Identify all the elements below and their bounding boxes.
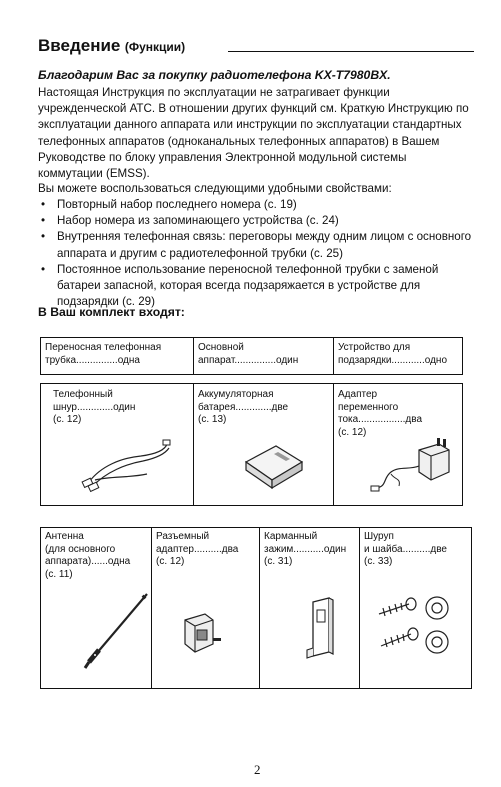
- feature-item: • Повторный набор последнего номера (с. 19): [38, 197, 478, 213]
- feature-item: • Внутренняя телефонная связь: переговоры между одним лицом с основного аппарата и другим с радиотелефонной трубки (с. 25): [38, 229, 478, 261]
- belt-clip-icon: [303, 596, 343, 660]
- subtitle: Благодарим Вас за покупку радиотелефона KX-T7980BX.: [38, 68, 391, 82]
- kit-item-battery: Аккумуляторная батарея.............две (с. 13): [198, 389, 289, 425]
- page-number: 2: [254, 762, 261, 777]
- kit-item-antenna: Антенна (для основного аппарата)......одна (с. 11): [45, 531, 131, 580]
- page-title: [38, 36, 474, 56]
- kit-item-base-unit: Основной аппарат...............один: [198, 342, 299, 366]
- phone-cord-icon: [81, 436, 171, 491]
- feature-item: • Постоянное использование переносной телефонной трубки с заменой батареи запасной, которая всегда подзаряжается в устройстве для подзарядки (с. 29): [38, 262, 478, 311]
- kit-item-belt-clip: Карманный зажим...........один (с. 31): [264, 531, 347, 567]
- ac-adaptor-icon: [369, 436, 455, 496]
- kit-item-charger: Устройство для подзарядки............одно: [338, 342, 447, 366]
- antenna-icon: [81, 592, 151, 672]
- plug-adaptor-icon: [177, 608, 227, 658]
- kit-item-ac-adaptor: Адаптер переменного тока.................два (с. 12): [338, 389, 423, 438]
- title-underline: [228, 51, 474, 52]
- intro-paragraph: Настоящая Инструкция по эксплуатации не затрагивает функции учрежденческой АТС. В отношении других функций см. Краткую Инструкцию по эксплуатации данного аппарата или инструкции по эксплуатации стандартных телефонных аппаратов (одноканальных телефонных аппаратов) в Вашем Руководстве по блоку управления Электронной модульной системы коммутации (EMSS).: [38, 86, 469, 181]
- features-list: [38, 197, 478, 310]
- features-intro: Вы можете воспользоваться следующими удобными свойствами:: [38, 182, 392, 195]
- screws-washers-icon: [371, 594, 461, 674]
- kit-row-3: [40, 527, 472, 689]
- title-main: Введение: [38, 36, 121, 55]
- kit-title: В Ваш комплект входят:: [38, 305, 185, 319]
- kit-item-screws: Шуруп и шайба..........две (с. 33): [364, 531, 447, 567]
- feature-item: • Набор номера из запоминающего устройства (с. 24): [38, 213, 478, 229]
- kit-item-handset: Переносная телефонная трубка...............одна: [45, 342, 162, 366]
- title-suffix: (Функции): [124, 40, 186, 54]
- kit-item-phone-cord: Телефонный шнур.............один (с. 12): [53, 389, 136, 425]
- kit-row-1: [40, 337, 463, 375]
- kit-item-plug-adaptor: Разъемный адаптер..........два (с. 12): [156, 531, 239, 567]
- battery-icon: [238, 440, 308, 492]
- kit-row-2: [40, 383, 463, 506]
